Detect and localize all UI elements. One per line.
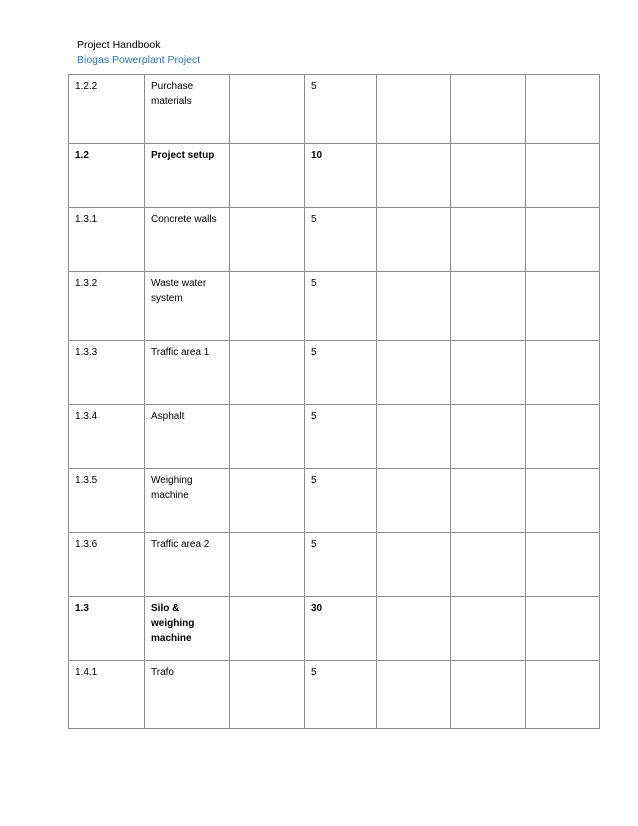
table-row bbox=[69, 208, 600, 272]
empty-cell bbox=[230, 405, 305, 469]
task-value-cell: 30 bbox=[305, 597, 377, 661]
task-id-cell: 1.3.2 bbox=[69, 272, 145, 341]
task-value-cell: 5 bbox=[305, 469, 377, 533]
empty-cell bbox=[526, 533, 600, 597]
task-value-cell: 5 bbox=[305, 341, 377, 405]
table-row bbox=[69, 144, 600, 208]
document-title: Project Handbook bbox=[77, 39, 161, 51]
empty-cell bbox=[451, 75, 526, 144]
task-name-cell: Silo & weighing machine bbox=[145, 597, 230, 661]
task-name-cell: Trafo bbox=[145, 661, 230, 729]
empty-cell bbox=[230, 272, 305, 341]
task-value-cell: 5 bbox=[305, 405, 377, 469]
task-name-cell: Concrete walls bbox=[145, 208, 230, 272]
work-breakdown-table bbox=[68, 74, 600, 729]
table-row bbox=[69, 597, 600, 661]
table-row bbox=[69, 469, 600, 533]
task-id-cell: 1.3.1 bbox=[69, 208, 145, 272]
task-name-cell: Waste water system bbox=[145, 272, 230, 341]
table-row bbox=[69, 405, 600, 469]
task-value-cell: 5 bbox=[305, 661, 377, 729]
task-id-cell: 1.3.5 bbox=[69, 469, 145, 533]
empty-cell bbox=[526, 144, 600, 208]
empty-cell bbox=[377, 533, 451, 597]
empty-cell bbox=[526, 272, 600, 341]
empty-cell bbox=[377, 405, 451, 469]
table-row bbox=[69, 661, 600, 729]
task-name-cell: Traffic area 1 bbox=[145, 341, 230, 405]
task-id-cell: 1.3.3 bbox=[69, 341, 145, 405]
empty-cell bbox=[377, 597, 451, 661]
empty-cell bbox=[451, 469, 526, 533]
task-value-cell: 10 bbox=[305, 144, 377, 208]
empty-cell bbox=[451, 272, 526, 341]
project-subtitle: Biogas Powerplant Project bbox=[77, 54, 201, 66]
empty-cell bbox=[377, 661, 451, 729]
empty-cell bbox=[230, 208, 305, 272]
empty-cell bbox=[451, 144, 526, 208]
task-name-cell: Asphalt bbox=[145, 405, 230, 469]
table-row bbox=[69, 75, 600, 144]
table-body bbox=[69, 75, 600, 729]
task-name-cell: Weighing machine bbox=[145, 469, 230, 533]
empty-cell bbox=[526, 75, 600, 144]
empty-cell bbox=[526, 208, 600, 272]
empty-cell bbox=[526, 469, 600, 533]
empty-cell bbox=[230, 661, 305, 729]
task-name-cell: Project setup bbox=[145, 144, 230, 208]
task-id-cell: 1.4.1 bbox=[69, 661, 145, 729]
empty-cell bbox=[451, 533, 526, 597]
empty-cell bbox=[451, 341, 526, 405]
empty-cell bbox=[526, 597, 600, 661]
table-row bbox=[69, 533, 600, 597]
empty-cell bbox=[230, 341, 305, 405]
task-value-cell: 5 bbox=[305, 75, 377, 144]
page-header bbox=[77, 38, 200, 68]
task-id-cell: 1.2 bbox=[69, 144, 145, 208]
task-value-cell: 5 bbox=[305, 272, 377, 341]
empty-cell bbox=[230, 75, 305, 144]
empty-cell bbox=[230, 144, 305, 208]
empty-cell bbox=[526, 405, 600, 469]
table-row bbox=[69, 272, 600, 341]
empty-cell bbox=[377, 144, 451, 208]
empty-cell bbox=[230, 533, 305, 597]
task-id-cell: 1.3 bbox=[69, 597, 145, 661]
task-id-cell: 1.3.4 bbox=[69, 405, 145, 469]
empty-cell bbox=[230, 597, 305, 661]
task-id-cell: 1.3.6 bbox=[69, 533, 145, 597]
empty-cell bbox=[451, 405, 526, 469]
task-value-cell: 5 bbox=[305, 533, 377, 597]
empty-cell bbox=[526, 341, 600, 405]
task-value-cell: 5 bbox=[305, 208, 377, 272]
empty-cell bbox=[377, 341, 451, 405]
empty-cell bbox=[451, 597, 526, 661]
empty-cell bbox=[230, 469, 305, 533]
empty-cell bbox=[451, 661, 526, 729]
empty-cell bbox=[451, 208, 526, 272]
task-id-cell: 1.2.2 bbox=[69, 75, 145, 144]
empty-cell bbox=[377, 208, 451, 272]
table-row bbox=[69, 341, 600, 405]
empty-cell bbox=[377, 272, 451, 341]
task-name-cell: Traffic area 2 bbox=[145, 533, 230, 597]
empty-cell bbox=[526, 661, 600, 729]
empty-cell bbox=[377, 75, 451, 144]
empty-cell bbox=[377, 469, 451, 533]
task-name-cell: Purchase materials bbox=[145, 75, 230, 144]
